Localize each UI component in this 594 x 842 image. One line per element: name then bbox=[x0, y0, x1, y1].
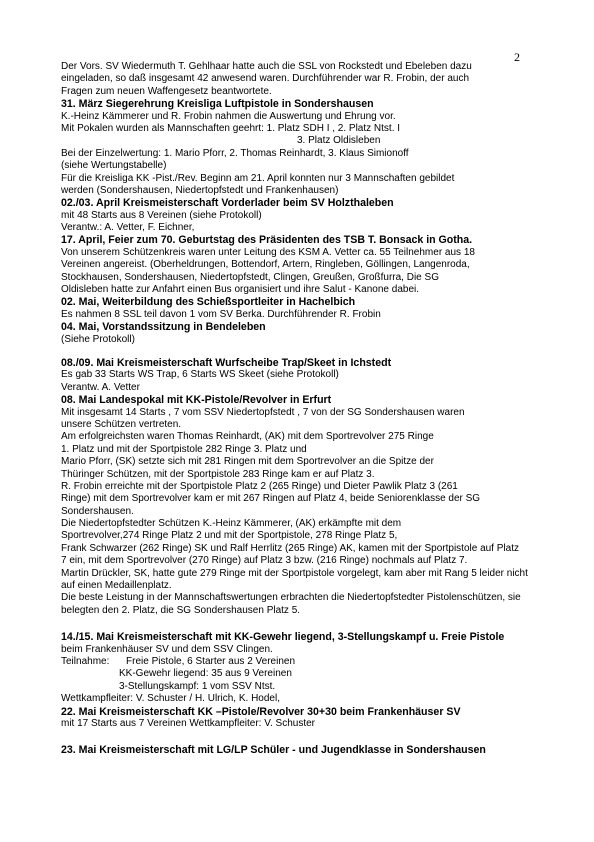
text-line: Stockhausen, Sondershausen, Niedertopfstedt, Clingen, Greußen, Großfurra, Die SG bbox=[61, 271, 439, 283]
text-line: K.-Heinz Kämmerer und R. Frobin nahmen die Auswertung und Ehrung vor. bbox=[61, 110, 396, 122]
section-heading: 14./15. Mai Kreismeisterschaft mit KK-Gewehr liegend, 3-Stellungskampf u. Freie Pistole bbox=[61, 631, 505, 644]
paragraph-gap bbox=[61, 617, 536, 631]
text-line: mit 48 Starts aus 8 Vereinen (siehe Protokoll) bbox=[61, 209, 262, 221]
section-heading: 04. Mai, Vorstandssitzung in Bendeleben bbox=[61, 321, 266, 334]
section-heading: 23. Mai Kreismeisterschaft mit LG/LP Schüler - und Jugendklasse in Sondershausen bbox=[61, 744, 486, 757]
text-line: 7 ein, mit dem Sportrevolver (270 Ringe) auf Platz 3 bzw. (216 Ringe) nochmals auf Platz 7. bbox=[61, 555, 468, 567]
text-line: Bei der Einzelwertung: 1. Mario Pforr, 2. Thomas Reinhardt, 3. Klaus Simionoff bbox=[61, 147, 409, 159]
text-line: Wettkampfleiter: V. Schuster / H. Ulrich, K. Hodel, bbox=[61, 693, 280, 705]
text-line: Verantw. A. Vetter bbox=[61, 381, 140, 393]
section-heading: 02. Mai, Weiterbildung des Schießsportleiter in Hachelbich bbox=[61, 296, 356, 309]
text-line: 3-Stellungskampf: 1 vom SSV Ntst. bbox=[119, 680, 276, 692]
text-line: Es gab 33 Starts WS Trap, 6 Starts WS Skeet (siehe Protokoll) bbox=[61, 369, 339, 381]
text-line: Die Niedertopfstedter Schützen K.-Heinz Kämmerer, (AK) erkämpfte mit dem bbox=[61, 518, 402, 530]
text-line: R. Frobin erreichte mit der Sportpistole Platz 2 (265 Ringe) und Dieter Pawlik Platz 3 (261 bbox=[61, 480, 458, 492]
text-line: Martin Drückler, SK, hatte gute 279 Ringe mit der Sportpistole vorgelegt, kam aber mit Rang 5 leider nicht bbox=[61, 567, 528, 579]
paragraph-gap bbox=[61, 730, 536, 744]
text-line: (Siehe Protokoll) bbox=[61, 333, 135, 345]
text-line: Von unserem Schützenkreis waren unter Leitung des KSM A. Vetter ca. 55 Teilnehmer aus 18 bbox=[61, 246, 475, 258]
section-heading: 17. April, Feier zum 70. Geburtstag des Präsidenten des TSB T. Bonsack in Gotha. bbox=[61, 234, 473, 247]
text-line: Oldisleben hatte zur Anfahrt einen Bus organisiert und ihre Salut - Kanone dabei. bbox=[61, 284, 420, 296]
text-line: Die beste Leistung in der Mannschaftswertungen erbrachten die Niedertopfstedter Pistolenschützen, sie bbox=[61, 592, 521, 604]
page-number: 2 bbox=[514, 50, 520, 64]
text-line: eingeladen, so daß insgesamt 42 anwesend waren. Durchführender war R. Frobin, der auch bbox=[61, 73, 470, 85]
section-heading: 02./03. April Kreismeisterschaft Vorderlader beim SV Holzthaleben bbox=[61, 197, 394, 210]
text-line: belegten den 2. Platz, die SG Sondershausen Platz 5. bbox=[61, 604, 301, 616]
text-line: werden (Sondershausen, Niedertopfstedt und Frankenhausen) bbox=[61, 184, 339, 196]
text-line: Für die Kreisliga KK -Pist./Rev. Beginn am 21. April konnten nur 3 Mannschaften gebildet bbox=[61, 172, 455, 184]
text-line: KK-Gewehr liegend: 35 aus 9 Vereinen bbox=[119, 668, 292, 680]
text-line: Mit insgesamt 14 Starts , 7 vom SSV Niedertopfstedt , 7 von der SG Sondershausen waren bbox=[61, 406, 465, 418]
text-line: (siehe Wertungstabelle) bbox=[61, 160, 167, 172]
section-heading: 08. Mai Landespokal mit KK-Pistole/Revolver in Erfurt bbox=[61, 394, 332, 407]
paragraph-gap bbox=[61, 346, 536, 357]
text-line: mit 17 Starts aus 7 Vereinen Wettkampfleiter: V. Schuster bbox=[61, 717, 316, 729]
text-line: Es nahmen 8 SSL teil davon 1 vom SV Berka. Durchführender R. Frobin bbox=[61, 308, 381, 320]
document-body bbox=[61, 61, 536, 757]
text-line: Sportrevolver,274 Ringe Platz 2 und mit der Sportpistole, 278 Ringe Platz 5, bbox=[61, 530, 398, 542]
text-line: unsere Schützen vertreten. bbox=[61, 418, 182, 430]
text-line: beim Frankenhäuser SV und dem SSV Clingen. bbox=[61, 643, 273, 655]
text-line: Vereinen angereist. (Oberheldrungen, Bottendorf, Artern, Ringleben, Göllingen, Langenroda, bbox=[61, 259, 470, 271]
section-heading: 31. März Siegerehrung Kreisliga Luftpistole in Sondershausen bbox=[61, 98, 374, 111]
section-heading: 22. Mai Kreismeisterschaft KK –Pistole/Revolver 30+30 beim Frankenhäuser SV bbox=[61, 705, 461, 718]
text-line: Fragen zum neuen Waffengesetz beantwortete. bbox=[61, 85, 272, 97]
text-line: Der Vors. SV Wiedermuth T. Gehlhaar hatte auch die SSL von Rockstedt und Ebeleben dazu bbox=[61, 61, 472, 72]
text-line: auf einen Medaillenplatz. bbox=[61, 580, 172, 592]
text-line: Mit Pokalen wurden als Mannschaften geehrt: 1. Platz SDH I , 2. Platz Ntst. I bbox=[61, 122, 401, 134]
text-line: Frank Schwarzer (262 Ringe) SK und Ralf Herrlitz (265 Ringe) AK, kamen mit der Sportpistole auf Platz bbox=[61, 542, 519, 554]
text-line: 3. Platz Oldisleben bbox=[297, 135, 381, 147]
text-line: Verantw.: A. Vetter, F. Eichner, bbox=[61, 222, 195, 234]
text-line: Ringe) mit dem Sportrevolver kam er mit 267 Ringen auf Platz 4, beide Seniorenklasse der SG bbox=[61, 493, 481, 505]
text-line: Thüringer Schützen, mit der Sportpistole 283 Ringe kam er auf Platz 3. bbox=[61, 468, 375, 480]
text-line: Mario Pforr, (SK) setzte sich mit 281 Ringen mit dem Sportrevolver an die Spitze der bbox=[61, 456, 434, 468]
text-line: Am erfolgreichsten waren Thomas Reinhardt, (AK) mit dem Sportrevolver 275 Ringe bbox=[61, 431, 434, 443]
text-line: Sondershausen. bbox=[61, 505, 134, 517]
text-line: 1. Platz und mit der Sportpistole 282 Ringe 3. Platz und bbox=[61, 443, 307, 455]
text-line: Teilnahme: Freie Pistole, 6 Starter aus 2 Vereinen bbox=[61, 655, 296, 667]
section-heading: 08./09. Mai Kreismeisterschaft Wurfscheibe Trap/Skeet in Ichstedt bbox=[61, 356, 392, 369]
